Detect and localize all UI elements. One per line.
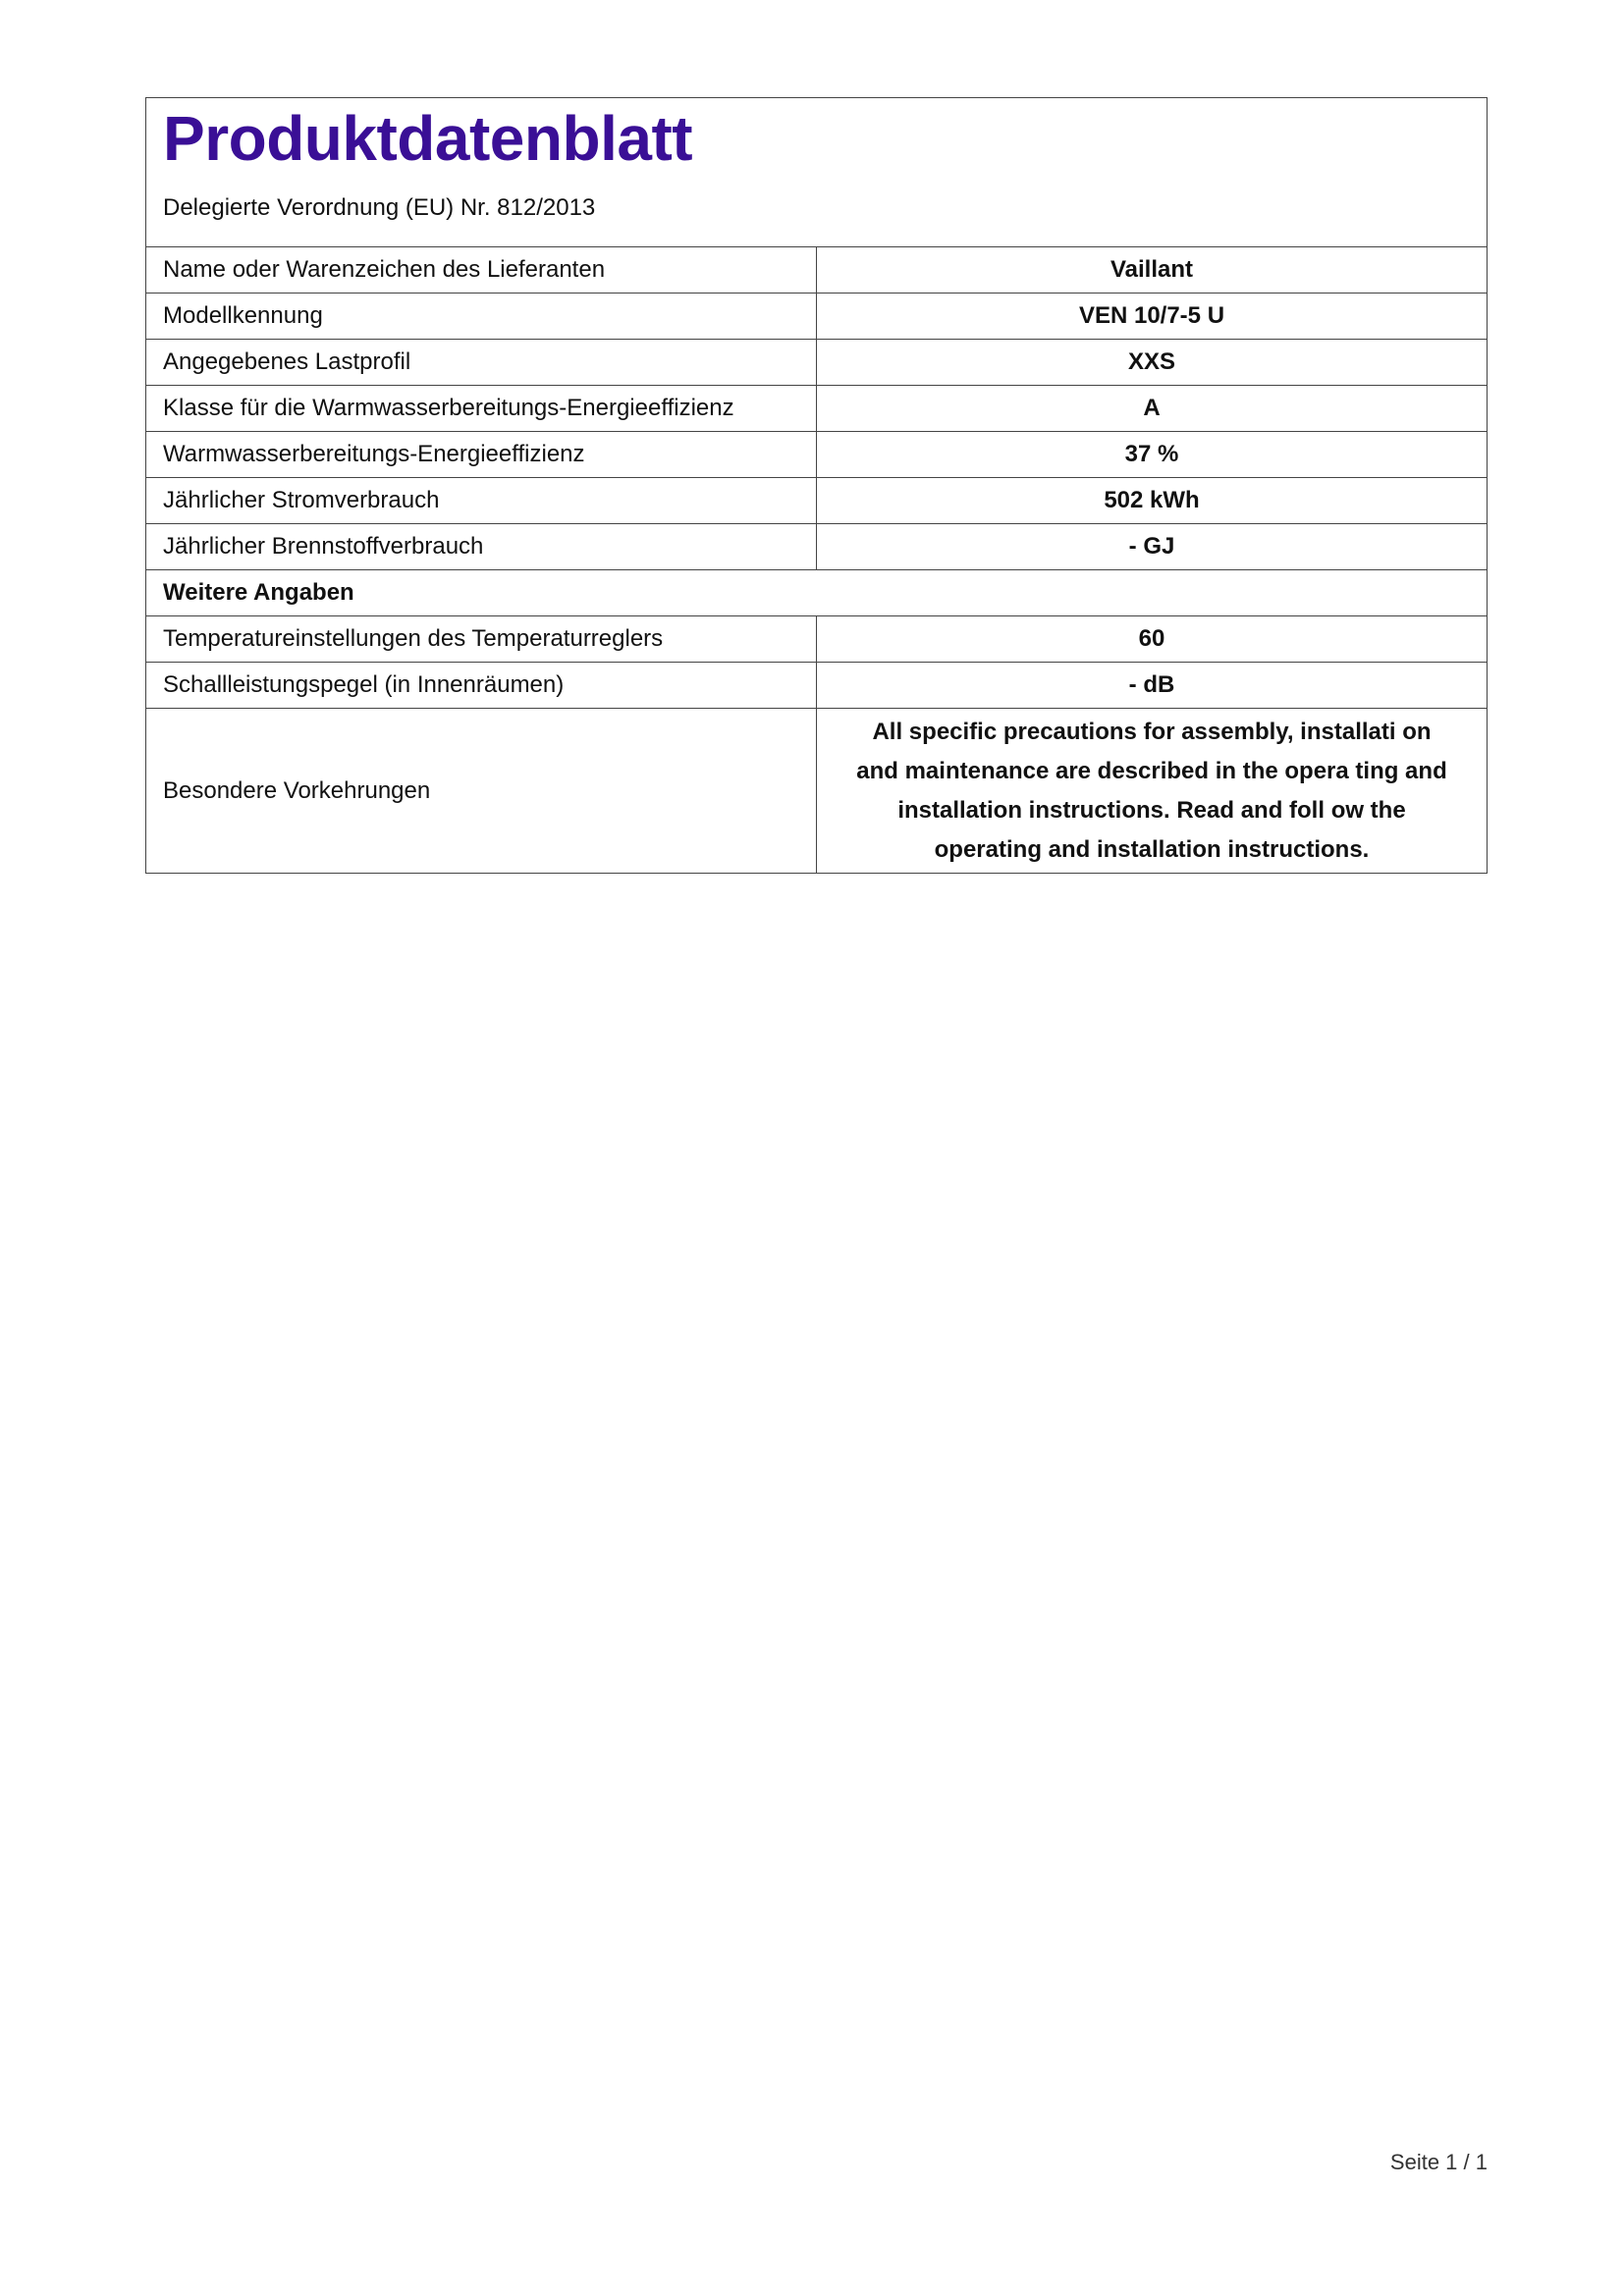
table-row — [146, 616, 1487, 663]
row-label: Modellkennung — [146, 294, 817, 339]
table-row — [146, 247, 1487, 294]
row-value: All specific precautions for assembly, installati on and maintenance are described in the opera ting and installation instructions. Read and foll ow the operating and installation instructions. — [856, 718, 1447, 863]
table-row — [146, 386, 1487, 432]
table-row — [146, 340, 1487, 386]
sheet-header — [146, 98, 1487, 247]
row-label: Schallleistungspegel (in Innenräumen) — [146, 663, 817, 708]
page-title: Produktdatenblatt — [163, 103, 693, 174]
row-value: - GJ — [1128, 533, 1175, 560]
row-value: Vaillant — [1110, 256, 1194, 283]
row-value: 502 kWh — [1104, 487, 1200, 513]
row-label: Warmwasserbereitungs-Energieeffizienz — [146, 432, 817, 477]
row-value: 37 % — [1124, 441, 1179, 467]
section-heading: Weitere Angaben — [163, 579, 354, 606]
page-number: Seite 1 / 1 — [1389, 2150, 1488, 2174]
row-label: Temperatureinstellungen des Temperaturreglers — [146, 616, 817, 662]
table-row — [146, 524, 1487, 570]
table-row — [146, 478, 1487, 524]
row-label: Besondere Vorkehrungen — [146, 709, 817, 873]
table-row — [146, 432, 1487, 478]
row-label: Angegebenes Lastprofil — [146, 340, 817, 385]
row-label: Klasse für die Warmwasserbereitungs-Energieeffizienz — [146, 386, 817, 431]
row-label: Name oder Warenzeichen des Lieferanten — [146, 247, 817, 293]
row-value: A — [1143, 395, 1161, 421]
product-data-sheet — [145, 97, 1488, 874]
table-row — [146, 709, 1487, 873]
row-value: 60 — [1138, 625, 1165, 652]
section-header-row — [146, 570, 1487, 616]
regulation-subtitle: Delegierte Verordnung (EU) Nr. 812/2013 — [163, 194, 596, 221]
row-label: Jährlicher Stromverbrauch — [146, 478, 817, 523]
row-label: Jährlicher Brennstoffverbrauch — [146, 524, 817, 569]
row-value: XXS — [1127, 348, 1176, 375]
table-row — [146, 294, 1487, 340]
row-value: - dB — [1128, 671, 1175, 698]
table-row — [146, 663, 1487, 709]
row-value: VEN 10/7-5 U — [1078, 302, 1225, 329]
